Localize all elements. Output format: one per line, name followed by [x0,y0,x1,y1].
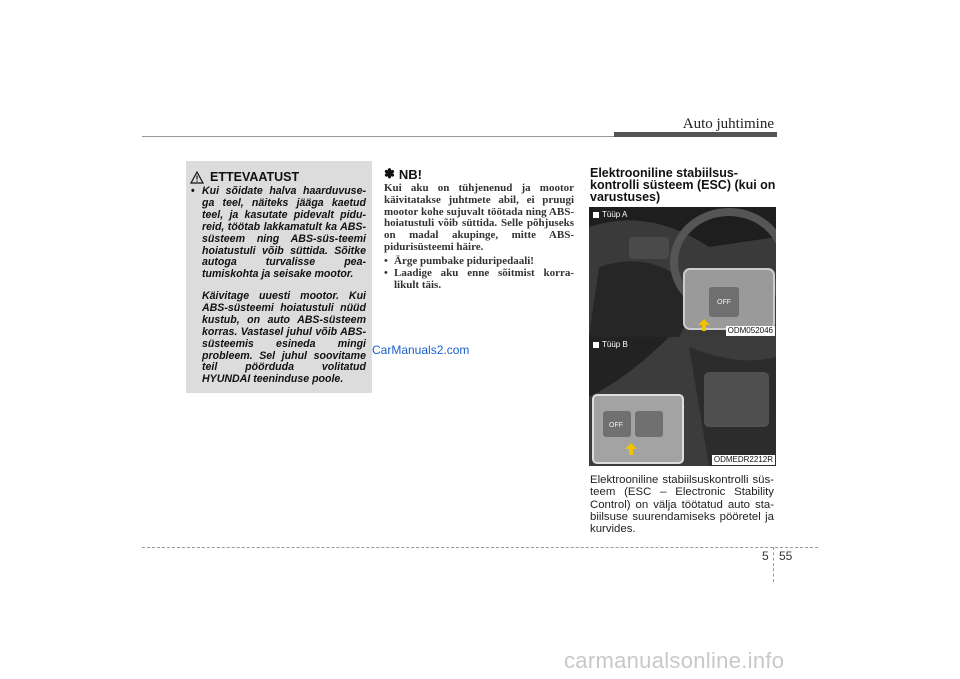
caution-title-text: ETTEVAATUST [210,170,300,184]
dashboard-illustration-b [589,337,776,466]
photo-a-type-label [593,210,627,219]
esc-photo-type-b [589,337,776,466]
page-chapter-number: 5 [762,549,769,563]
nb-paragraph: Kui aku on tühjenenud ja mootor käivitatakse juhtmete abil, ei pruugi mootor kohe sujuvalt töötada ning ABS-hoiatustuli võib süttida. Selle põhjuseks on madal akupinge, mitte ABS-pidurisüsteemi häire. [384,182,574,253]
nb-title [384,166,422,182]
photo-a-type-text: Tüüp A [602,210,628,219]
esc-photo-type-a [589,207,776,337]
photo-b-type-text: Tüüp B [602,340,628,349]
nb-bullet: • [384,267,388,279]
esc-heading: Elektrooniline stabiilsus-kontrolli süsteem (ESC) (kui on varustuses) [590,166,776,205]
nb-star-icon: ✽ [384,166,395,181]
header-accent-bar [614,132,777,137]
page-number: 55 [779,549,793,563]
nb-title-text: NB! [398,166,423,182]
running-header-title: Auto juhtimine [682,116,774,132]
footer-divider [773,547,774,582]
caution-paragraph-1 [191,186,366,281]
nb-list-item [384,268,574,292]
nb-list-item-text: Laadige aku enne sõitmist korra-likult täis. [394,267,574,291]
nb-list-item-text: Ärge pumbake piduripedaali! [394,255,534,267]
label-square-icon [593,212,599,218]
dashboard-illustration-a [589,207,776,337]
carmanuals-watermark: CarManuals2.com [372,343,470,357]
site-watermark: carmanualsonline.info [564,648,785,673]
caution-paragraph-2: Käivitage uuesti mootor. Kui ABS-süsteemi hoiatustuli nüüd kustub, on auto ABS-süsteem korras. Vastasel juhul võib ABS-süsteemis esineda mingi probleem. Sel juhul soovitame teil pöörduda volitatud HYUNDAI teeninduse poole. [202,290,366,386]
photo-b-type-label [593,340,628,349]
warning-triangle-icon [190,171,204,184]
svg-text:OFF: OFF [609,422,623,429]
caution-paragraph-1-text: Kui sõidate halva haarduvuse-ga teel, näiteks jääga kaetud teel, ja kasutate pidevalt pidu-reid, töötab lakkamatult ka ABS-süsteem ning ABS-süs-teemi hoiatustuli võib süttida. Sõitke autoga turvalisse pea-tumiskohta ja seisake mootor. [202,185,366,281]
caution-title [190,170,299,184]
caution-bullet: • [191,185,195,197]
nb-bullet: • [384,255,388,267]
footer-rule [142,547,818,548]
label-square-icon [593,342,599,348]
esc-body-text: Elektrooniline stabiilsuskontrolli süs-teem (ESC – Electronic Stability Control) on välja töötatud auto sta-biilsuse suurendamiseks pööretel ja kurvides. [590,474,774,536]
photo-b-code: ODMEDR2212R [713,455,773,464]
svg-text:OFF: OFF [717,299,731,306]
photo-a-code: ODM052046 [727,326,773,335]
